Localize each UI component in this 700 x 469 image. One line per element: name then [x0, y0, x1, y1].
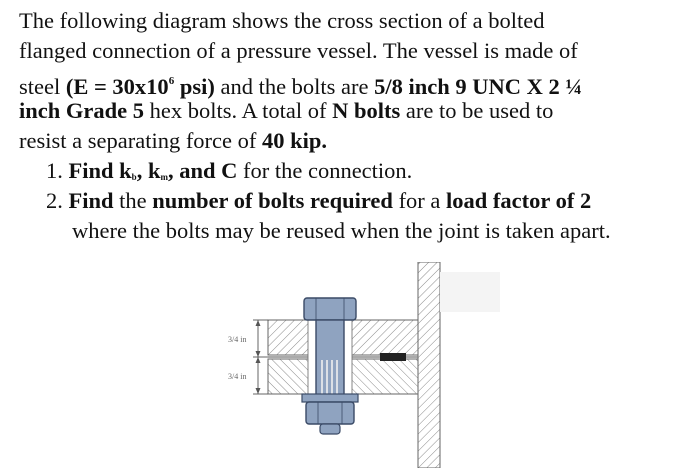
- task-item-1: 1. Find $k_b$, $k_m$, and C for the connection.: [46, 158, 413, 183]
- task-item-2: 2. Find the number of bolts required for a load factor of 2: [46, 188, 592, 213]
- vessel-wall: [418, 262, 500, 468]
- washer: [302, 394, 358, 402]
- bolt-tip: [320, 424, 340, 434]
- problem-line-5: resist a separating force of 40 kip.: [19, 128, 328, 153]
- bolt-spec: 5/8 inch 9 UNC X 2 ¼: [374, 74, 583, 99]
- bolted-flange-diagram: [208, 262, 504, 468]
- problem-line-3: steel ($E = 30x10^6$ psi) and the bolts are 5/8 inch 9 UNC X 2 ¼: [19, 74, 583, 99]
- bolt-head: [304, 298, 356, 320]
- force-value: 40 kip.: [262, 128, 328, 153]
- thickness-dimensions: [253, 320, 268, 394]
- dimension-label-top: 3/4 in: [228, 335, 247, 344]
- problem-statement: [19, 6, 695, 246]
- task-item-2-continued: where the bolts may be reused when the joint is taken apart.: [72, 218, 611, 243]
- problem-line-1: The following diagram shows the cross section of a bolted: [19, 8, 545, 33]
- problem-line-4: inch Grade 5 hex bolts. A total of N bolts are to be used to: [19, 98, 554, 123]
- hex-nut: [306, 402, 354, 424]
- dimension-label-bottom: 3/4 in: [228, 372, 247, 381]
- gasket: [380, 353, 406, 361]
- problem-line-2: flanged connection of a pressure vessel. The vessel is made of: [19, 38, 578, 63]
- modulus-spec: ($E = 30x10^6$ psi): [65, 74, 215, 99]
